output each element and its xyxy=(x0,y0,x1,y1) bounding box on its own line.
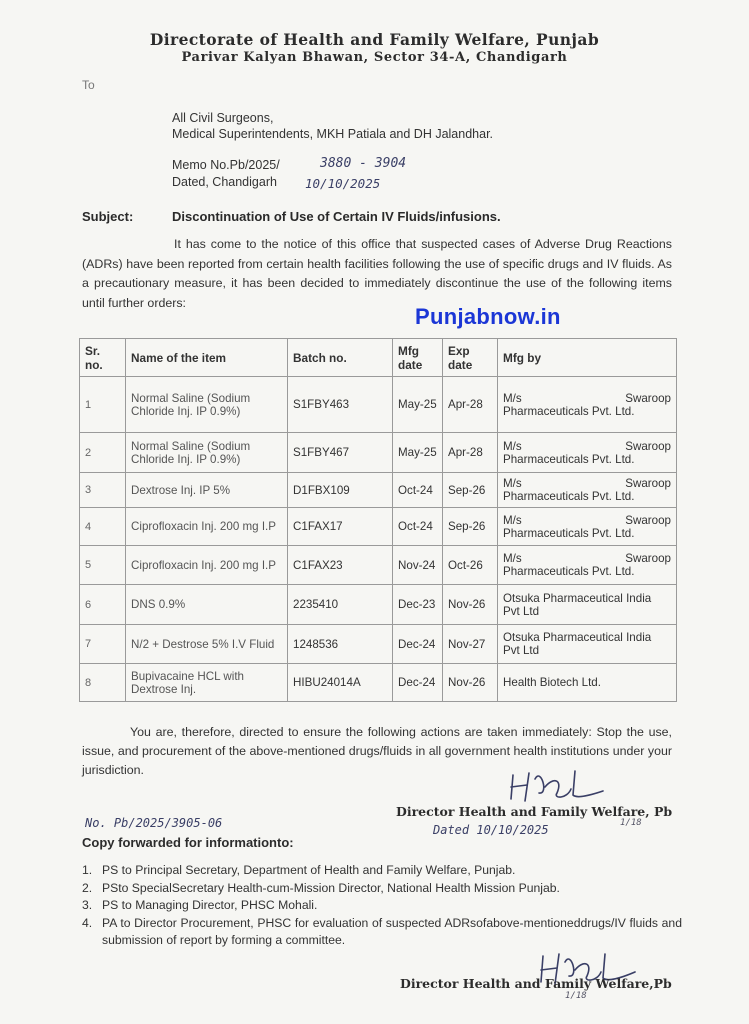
mfg-by-prefix: Otsuka Pharmaceutical India xyxy=(503,591,652,605)
cell-item-name: Bupivacaine HCL with Dextrose Inj. xyxy=(126,664,288,702)
cell-mfg-by xyxy=(498,433,677,473)
cell-sr: 8 xyxy=(80,664,126,702)
mfg-by-prefix: M/s xyxy=(503,477,522,490)
mfg-by-prefix: M/s xyxy=(503,552,522,565)
watermark: Punjabnow.in xyxy=(415,304,561,329)
copy-memo-handwritten: No. Pb/2025/3905-06 xyxy=(85,816,223,830)
cell-batch: 1248536 xyxy=(288,625,393,664)
cell-mfg-by xyxy=(498,546,677,585)
table-header-row xyxy=(80,339,677,377)
cell-mfg-date: Dec-24 xyxy=(393,664,443,702)
list-text: PS to Principal Secretary, Department of Health and Family Welfare, Punjab. xyxy=(102,863,516,877)
mfg-by-suffix: Pharmaceuticals Pvt. Ltd. xyxy=(503,526,635,540)
signatory-title-1: Director Health and Family Welfare, Pb xyxy=(396,804,673,819)
cell-batch: HIBU24014A xyxy=(288,664,393,702)
cell-mfg-by xyxy=(498,585,677,625)
cell-item-name: Dextrose Inj. IP 5% xyxy=(126,473,288,508)
cell-batch: 2235410 xyxy=(288,585,393,625)
cell-mfg-date: Oct-24 xyxy=(393,473,443,508)
signatory-initials-2: 1/18 xyxy=(565,991,587,1001)
signatory-title-2: Director Health and Family Welfare,Pb xyxy=(400,976,672,991)
cell-item-name: Ciprofloxacin Inj. 200 mg I.P xyxy=(126,546,288,585)
cell-batch: S1FBY467 xyxy=(288,433,393,473)
list-item xyxy=(82,880,682,898)
cell-exp-date: Nov-27 xyxy=(443,625,498,664)
list-number: 1. xyxy=(82,863,93,877)
copy-forwarded-title: Copy forwarded for informationto: xyxy=(82,835,294,850)
body-paragraph: It has come to the notice of this office that suspected cases of Adverse Drug Reactions (ADRs) have been reported from certain health facilities following the use of specific drugs and IV fluids. As a precautionary measure, it has been decided to immediately discontinue the use of the following items until further orders: xyxy=(82,237,672,310)
cell-exp-date: Sep-26 xyxy=(443,508,498,546)
copy-date-handwritten: Dated 10/10/2025 xyxy=(433,823,549,837)
cell-exp-date: Nov-26 xyxy=(443,585,498,625)
cell-mfg-by xyxy=(498,473,677,508)
signatory-initials-1: 1/18 xyxy=(620,818,642,828)
signature-1 xyxy=(505,765,615,805)
table-row xyxy=(80,433,677,473)
cell-batch: D1FBX109 xyxy=(288,473,393,508)
list-text: PSto SpecialSecretary Health-cum-Mission Director, National Health Mission Punjab. xyxy=(102,880,560,895)
date-handwritten: 10/10/2025 xyxy=(305,176,381,191)
subject-label: Subject: xyxy=(82,209,134,224)
cell-mfg-date: Oct-24 xyxy=(393,508,443,546)
items-table xyxy=(79,338,677,702)
mfg-by-suffix: Pharmaceuticals Pvt. Ltd. xyxy=(503,565,635,578)
directive-paragraph: You are, therefore, directed to ensure the following actions are taken immediately: Stop the use, issue, and procurement of the above-mentioned drugs/fluids in all government health institutions under your jurisdiction. xyxy=(82,725,672,777)
table-row xyxy=(80,664,677,702)
cell-mfg-by xyxy=(498,664,677,702)
mfg-by-prefix: M/s xyxy=(503,513,522,527)
mfg-by-company: Swaroop xyxy=(625,391,671,405)
cell-mfg-date: Nov-24 xyxy=(393,546,443,585)
mfg-by-company: Swaroop xyxy=(625,477,671,490)
subject-text: Discontinuation of Use of Certain IV Fluids/infusions. xyxy=(172,209,501,224)
cell-exp-date: Oct-26 xyxy=(443,546,498,585)
list-number: 3. xyxy=(82,898,93,912)
mfg-by-company: Swaroop xyxy=(625,513,671,527)
table-row xyxy=(80,625,677,664)
org-address: Parivar Kalyan Bhawan, Sector 34-A, Chandigarh xyxy=(181,50,568,65)
mfg-by-prefix: M/s xyxy=(503,439,522,453)
mfg-by-suffix: Pvt Ltd xyxy=(503,644,540,657)
list-number: 2. xyxy=(82,880,93,895)
cell-item-name: Normal Saline (Sodium Chloride Inj. IP 0.9%) xyxy=(126,433,288,473)
dated-label: Dated, Chandigarh xyxy=(172,175,277,189)
cell-sr: 4 xyxy=(80,508,126,546)
table-row xyxy=(80,473,677,508)
table-row xyxy=(80,508,677,546)
cell-mfg-by xyxy=(498,508,677,546)
mfg-by-prefix: M/s xyxy=(503,391,522,405)
cell-sr: 2 xyxy=(80,433,126,473)
cell-sr: 6 xyxy=(80,585,126,625)
list-item xyxy=(82,862,682,880)
to-label: To xyxy=(82,78,95,92)
mfg-by-prefix: Otsuka Pharmaceutical India xyxy=(503,631,652,644)
cell-item-name: DNS 0.9% xyxy=(126,585,288,625)
cell-sr: 7 xyxy=(80,625,126,664)
header-name: Name of the item xyxy=(126,339,288,377)
table-row xyxy=(80,546,677,585)
cell-sr: 5 xyxy=(80,546,126,585)
memo-number-handwritten: 3880 - 3904 xyxy=(320,156,407,171)
cell-item-name: N/2 + Destrose 5% I.V Fluid xyxy=(126,625,288,664)
header-sr: Sr. no. xyxy=(80,339,126,377)
cell-exp-date: Sep-26 xyxy=(443,473,498,508)
mfg-by-prefix: Health Biotech Ltd. xyxy=(503,676,601,689)
cell-mfg-date: May-25 xyxy=(393,433,443,473)
list-number: 4. xyxy=(82,915,93,930)
cell-sr: 3 xyxy=(80,473,126,508)
table-body xyxy=(80,377,677,702)
cell-mfg-date: Dec-24 xyxy=(393,625,443,664)
mfg-by-company: Swaroop xyxy=(625,439,671,453)
cell-mfg-date: May-25 xyxy=(393,377,443,433)
cell-item-name: Normal Saline (Sodium Chloride Inj. IP 0.9%) xyxy=(126,377,288,433)
list-item xyxy=(82,897,682,915)
copy-list xyxy=(82,862,682,950)
memo-label: Memo No.Pb/2025/ xyxy=(172,158,280,172)
list-item xyxy=(82,915,682,950)
table-row xyxy=(80,377,677,433)
mfg-by-suffix: Pharmaceuticals Pvt. Ltd. xyxy=(503,404,635,418)
list-text: PS to Managing Director, PHSC Mohali. xyxy=(102,898,318,912)
org-name: Directorate of Health and Family Welfare, Punjab xyxy=(149,30,600,49)
cell-exp-date: Apr-28 xyxy=(443,377,498,433)
mfg-by-suffix: Pvt Ltd xyxy=(503,604,540,618)
cell-exp-date: Nov-26 xyxy=(443,664,498,702)
table-row xyxy=(80,585,677,625)
header-mfg-by: Mfg by xyxy=(498,339,677,377)
cell-mfg-by xyxy=(498,625,677,664)
header-batch: Batch no. xyxy=(288,339,393,377)
cell-mfg-by xyxy=(498,377,677,433)
cell-sr: 1 xyxy=(80,377,126,433)
mfg-by-company: Swaroop xyxy=(625,552,671,565)
cell-item-name: Ciprofloxacin Inj. 200 mg I.P xyxy=(126,508,288,546)
cell-batch: C1FAX17 xyxy=(288,508,393,546)
addressee-line: Medical Superintendents, MKH Patiala and DH Jalandhar. xyxy=(172,127,494,141)
cell-batch: S1FBY463 xyxy=(288,377,393,433)
cell-batch: C1FAX23 xyxy=(288,546,393,585)
addressee-line: All Civil Surgeons, xyxy=(172,111,274,125)
mfg-by-suffix: Pharmaceuticals Pvt. Ltd. xyxy=(503,452,635,466)
list-text: PA to Director Procurement, PHSC for evaluation of suspected ADRsofabove-mentioneddrugs/IV fluids and submission of report by forming a committee. xyxy=(102,915,682,947)
header-exp-date: Exp date xyxy=(443,339,498,377)
cell-mfg-date: Dec-23 xyxy=(393,585,443,625)
header-mfg-date: Mfg date xyxy=(393,339,443,377)
mfg-by-suffix: Pharmaceuticals Pvt. Ltd. xyxy=(503,490,635,503)
cell-exp-date: Apr-28 xyxy=(443,433,498,473)
